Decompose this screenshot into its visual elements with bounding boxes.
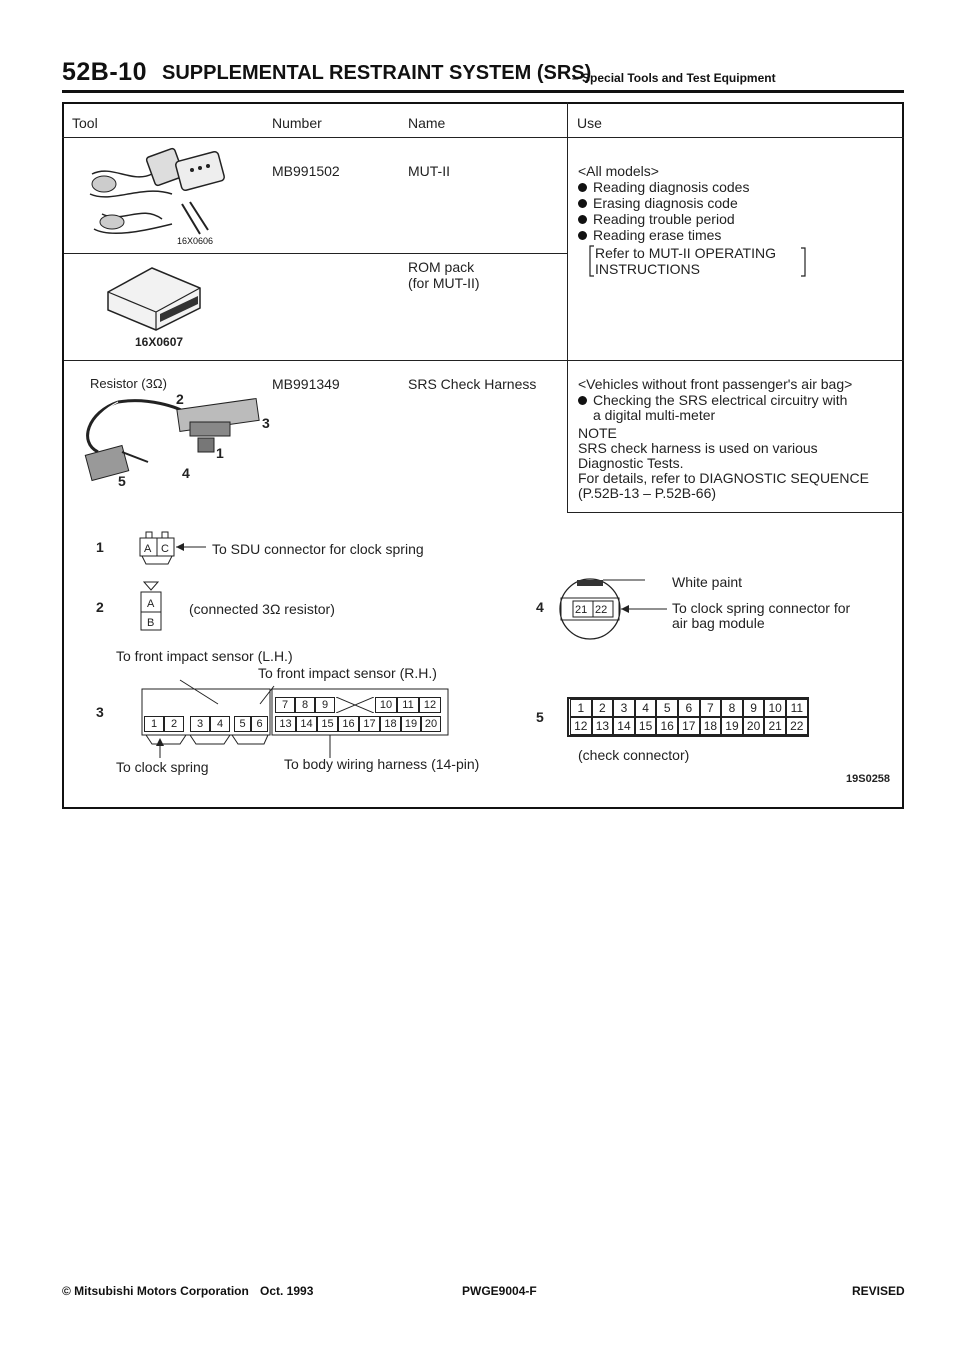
header-row-divider xyxy=(62,137,904,138)
pin: 19 xyxy=(401,716,421,732)
svg-text:B: B xyxy=(147,617,155,629)
mut-name: MUT-II xyxy=(408,163,450,179)
check-connector-pin: 19 xyxy=(721,717,743,735)
rom-name-line1: ROM pack xyxy=(408,259,475,275)
refer-line-1: Refer to MUT-II OPERATING xyxy=(595,245,776,261)
diagram-4-label-2: air bag module xyxy=(672,615,765,631)
pin: 1 xyxy=(144,716,164,732)
diagram-3-label-lh: To front impact sensor (L.H.) xyxy=(116,648,293,664)
pin: 14 xyxy=(296,716,317,732)
pin: 18 xyxy=(380,716,401,732)
check-connector-pin: 5 xyxy=(656,699,678,717)
svg-text:A: A xyxy=(144,543,152,555)
connector-1-diagram xyxy=(138,524,212,568)
mut-image-code: 16X0606 xyxy=(177,236,214,246)
check-connector-pin: 11 xyxy=(786,699,808,717)
bullet-icon xyxy=(578,183,587,192)
svg-text:22: 22 xyxy=(595,604,608,616)
col-header-number: Number xyxy=(272,115,322,131)
check-connector-pin: 3 xyxy=(613,699,635,717)
diagram-4-paint-label: White paint xyxy=(672,574,743,590)
pin: 11 xyxy=(397,697,419,713)
pin: 2 xyxy=(164,716,184,732)
diagram-3-label-body: To body wiring harness (14-pin) xyxy=(284,756,480,772)
pin: 5 xyxy=(234,716,251,732)
diagram-4-number: 4 xyxy=(536,599,544,615)
callout-2: 2 xyxy=(176,391,184,407)
bullet-icon xyxy=(578,215,587,224)
connector-2-diagram xyxy=(136,580,166,636)
rom-image-code: 16X0607 xyxy=(135,335,184,349)
note-line: Diagnostic Tests. xyxy=(578,455,684,471)
pin: 4 xyxy=(210,716,230,732)
mut-use-heading: <All models> xyxy=(578,163,659,179)
note-line: SRS check harness is used on various xyxy=(578,440,818,456)
check-connector-pin: 14 xyxy=(613,717,635,735)
use-column-divider xyxy=(567,102,568,512)
diagram-5-label: (check connector) xyxy=(578,747,690,763)
harness-use-heading: <Vehicles without front passenger's air bag> xyxy=(578,376,853,392)
pin: 3 xyxy=(190,716,210,732)
check-connector-pin: 21 xyxy=(764,717,786,735)
svg-text:A: A xyxy=(147,598,155,610)
check-connector-pin: 8 xyxy=(721,699,743,717)
use-item: Reading diagnosis codes xyxy=(578,180,749,195)
pin: 17 xyxy=(359,716,380,732)
check-connector-pin: 15 xyxy=(635,717,657,735)
svg-text:21: 21 xyxy=(575,604,588,616)
pin: 15 xyxy=(317,716,338,732)
check-connector-pin: 9 xyxy=(743,699,765,717)
resistor-label: Resistor (3Ω) xyxy=(90,376,167,391)
diagram-3-label-clock: To clock spring xyxy=(116,759,209,775)
footer-copyright: © Mitsubishi Motors Corporation xyxy=(62,1284,249,1298)
callout-3: 3 xyxy=(262,415,270,431)
pin: 9 xyxy=(315,697,335,713)
diagram-2-label: (connected 3Ω resistor) xyxy=(189,601,335,617)
row-divider-2 xyxy=(64,360,904,361)
svg-text:C: C xyxy=(161,543,169,555)
page-subtitle: – Special Tools and Test Equipment xyxy=(572,71,776,85)
callout-1: 1 xyxy=(216,445,224,461)
pin: 10 xyxy=(375,697,397,713)
diagram-1-label: To SDU connector for clock spring xyxy=(212,541,424,557)
footer-date: Oct. 1993 xyxy=(260,1284,314,1298)
bullet-icon xyxy=(578,231,587,240)
check-connector-pin: 22 xyxy=(786,717,808,735)
check-connector-pin: 16 xyxy=(656,717,678,735)
row-divider-3 xyxy=(567,512,904,513)
col-header-name: Name xyxy=(408,115,446,131)
refer-line-2: INSTRUCTIONS xyxy=(595,261,700,277)
header-rule xyxy=(62,90,904,93)
callout-4: 4 xyxy=(182,465,190,481)
page-code: 52B-10 xyxy=(62,58,147,86)
check-connector-pin: 13 xyxy=(592,717,614,735)
note-title: NOTE xyxy=(578,425,617,441)
harness-number: MB991349 xyxy=(272,376,340,392)
use-item: Erasing diagnosis code xyxy=(578,196,738,211)
diagram-1-number: 1 xyxy=(96,539,104,555)
diagram-4-label-1: To clock spring connector for xyxy=(672,600,851,616)
mut-ii-tool-image xyxy=(82,144,232,248)
check-connector-pin: 12 xyxy=(570,717,592,735)
check-connector-pin: 4 xyxy=(635,699,657,717)
pin: 13 xyxy=(275,716,296,732)
check-connector-pin: 6 xyxy=(678,699,700,717)
bullet-icon xyxy=(578,396,587,405)
mut-number: MB991502 xyxy=(272,163,340,179)
pin: 16 xyxy=(338,716,359,732)
check-connector-pin: 20 xyxy=(743,717,765,735)
check-connector-pin: 10 xyxy=(764,699,786,717)
diagram-3-number: 3 xyxy=(96,704,104,720)
diagram-3-label-rh: To front impact sensor (R.H.) xyxy=(258,665,437,681)
check-connector-pin: 7 xyxy=(700,699,722,717)
row-divider-1 xyxy=(64,253,567,254)
note-line: For details, refer to DIAGNOSTIC SEQUENCE xyxy=(578,470,869,486)
rom-pack-image xyxy=(100,262,210,334)
check-connector-pin: 2 xyxy=(592,699,614,717)
figure-code: 19S0258 xyxy=(846,773,891,785)
use-item: Checking the SRS electrical circuitry with xyxy=(578,393,847,408)
connector-4-diagram xyxy=(555,574,675,644)
use-item: Reading trouble period xyxy=(578,212,735,227)
diagram-5-number: 5 xyxy=(536,709,544,725)
use-item-cont: a digital multi-meter xyxy=(593,407,716,423)
srs-check-harness-image xyxy=(78,392,278,492)
col-header-tool: Tool xyxy=(72,115,98,131)
check-connector-pin: 1 xyxy=(570,699,592,717)
pin: 8 xyxy=(295,697,315,713)
footer-doc-code: PWGE9004-F xyxy=(462,1284,537,1298)
harness-name: SRS Check Harness xyxy=(408,376,537,392)
page-title: SUPPLEMENTAL RESTRAINT SYSTEM (SRS) xyxy=(162,62,592,84)
callout-5: 5 xyxy=(118,473,126,489)
col-header-use: Use xyxy=(577,115,602,131)
check-connector-pin: 18 xyxy=(700,717,722,735)
use-item: Reading erase times xyxy=(578,228,721,243)
footer-status: REVISED xyxy=(852,1284,905,1298)
pin: 12 xyxy=(419,697,441,713)
check-connector-pin: 17 xyxy=(678,717,700,735)
pin: 7 xyxy=(275,697,295,713)
bullet-icon xyxy=(578,199,587,208)
note-line: (P.52B-13 – P.52B-66) xyxy=(578,485,717,501)
blank-pin-x xyxy=(336,697,374,713)
pin: 6 xyxy=(251,716,268,732)
pin: 20 xyxy=(421,716,441,732)
diagram-2-number: 2 xyxy=(96,599,104,615)
rom-name-line2: (for MUT-II) xyxy=(408,275,480,291)
